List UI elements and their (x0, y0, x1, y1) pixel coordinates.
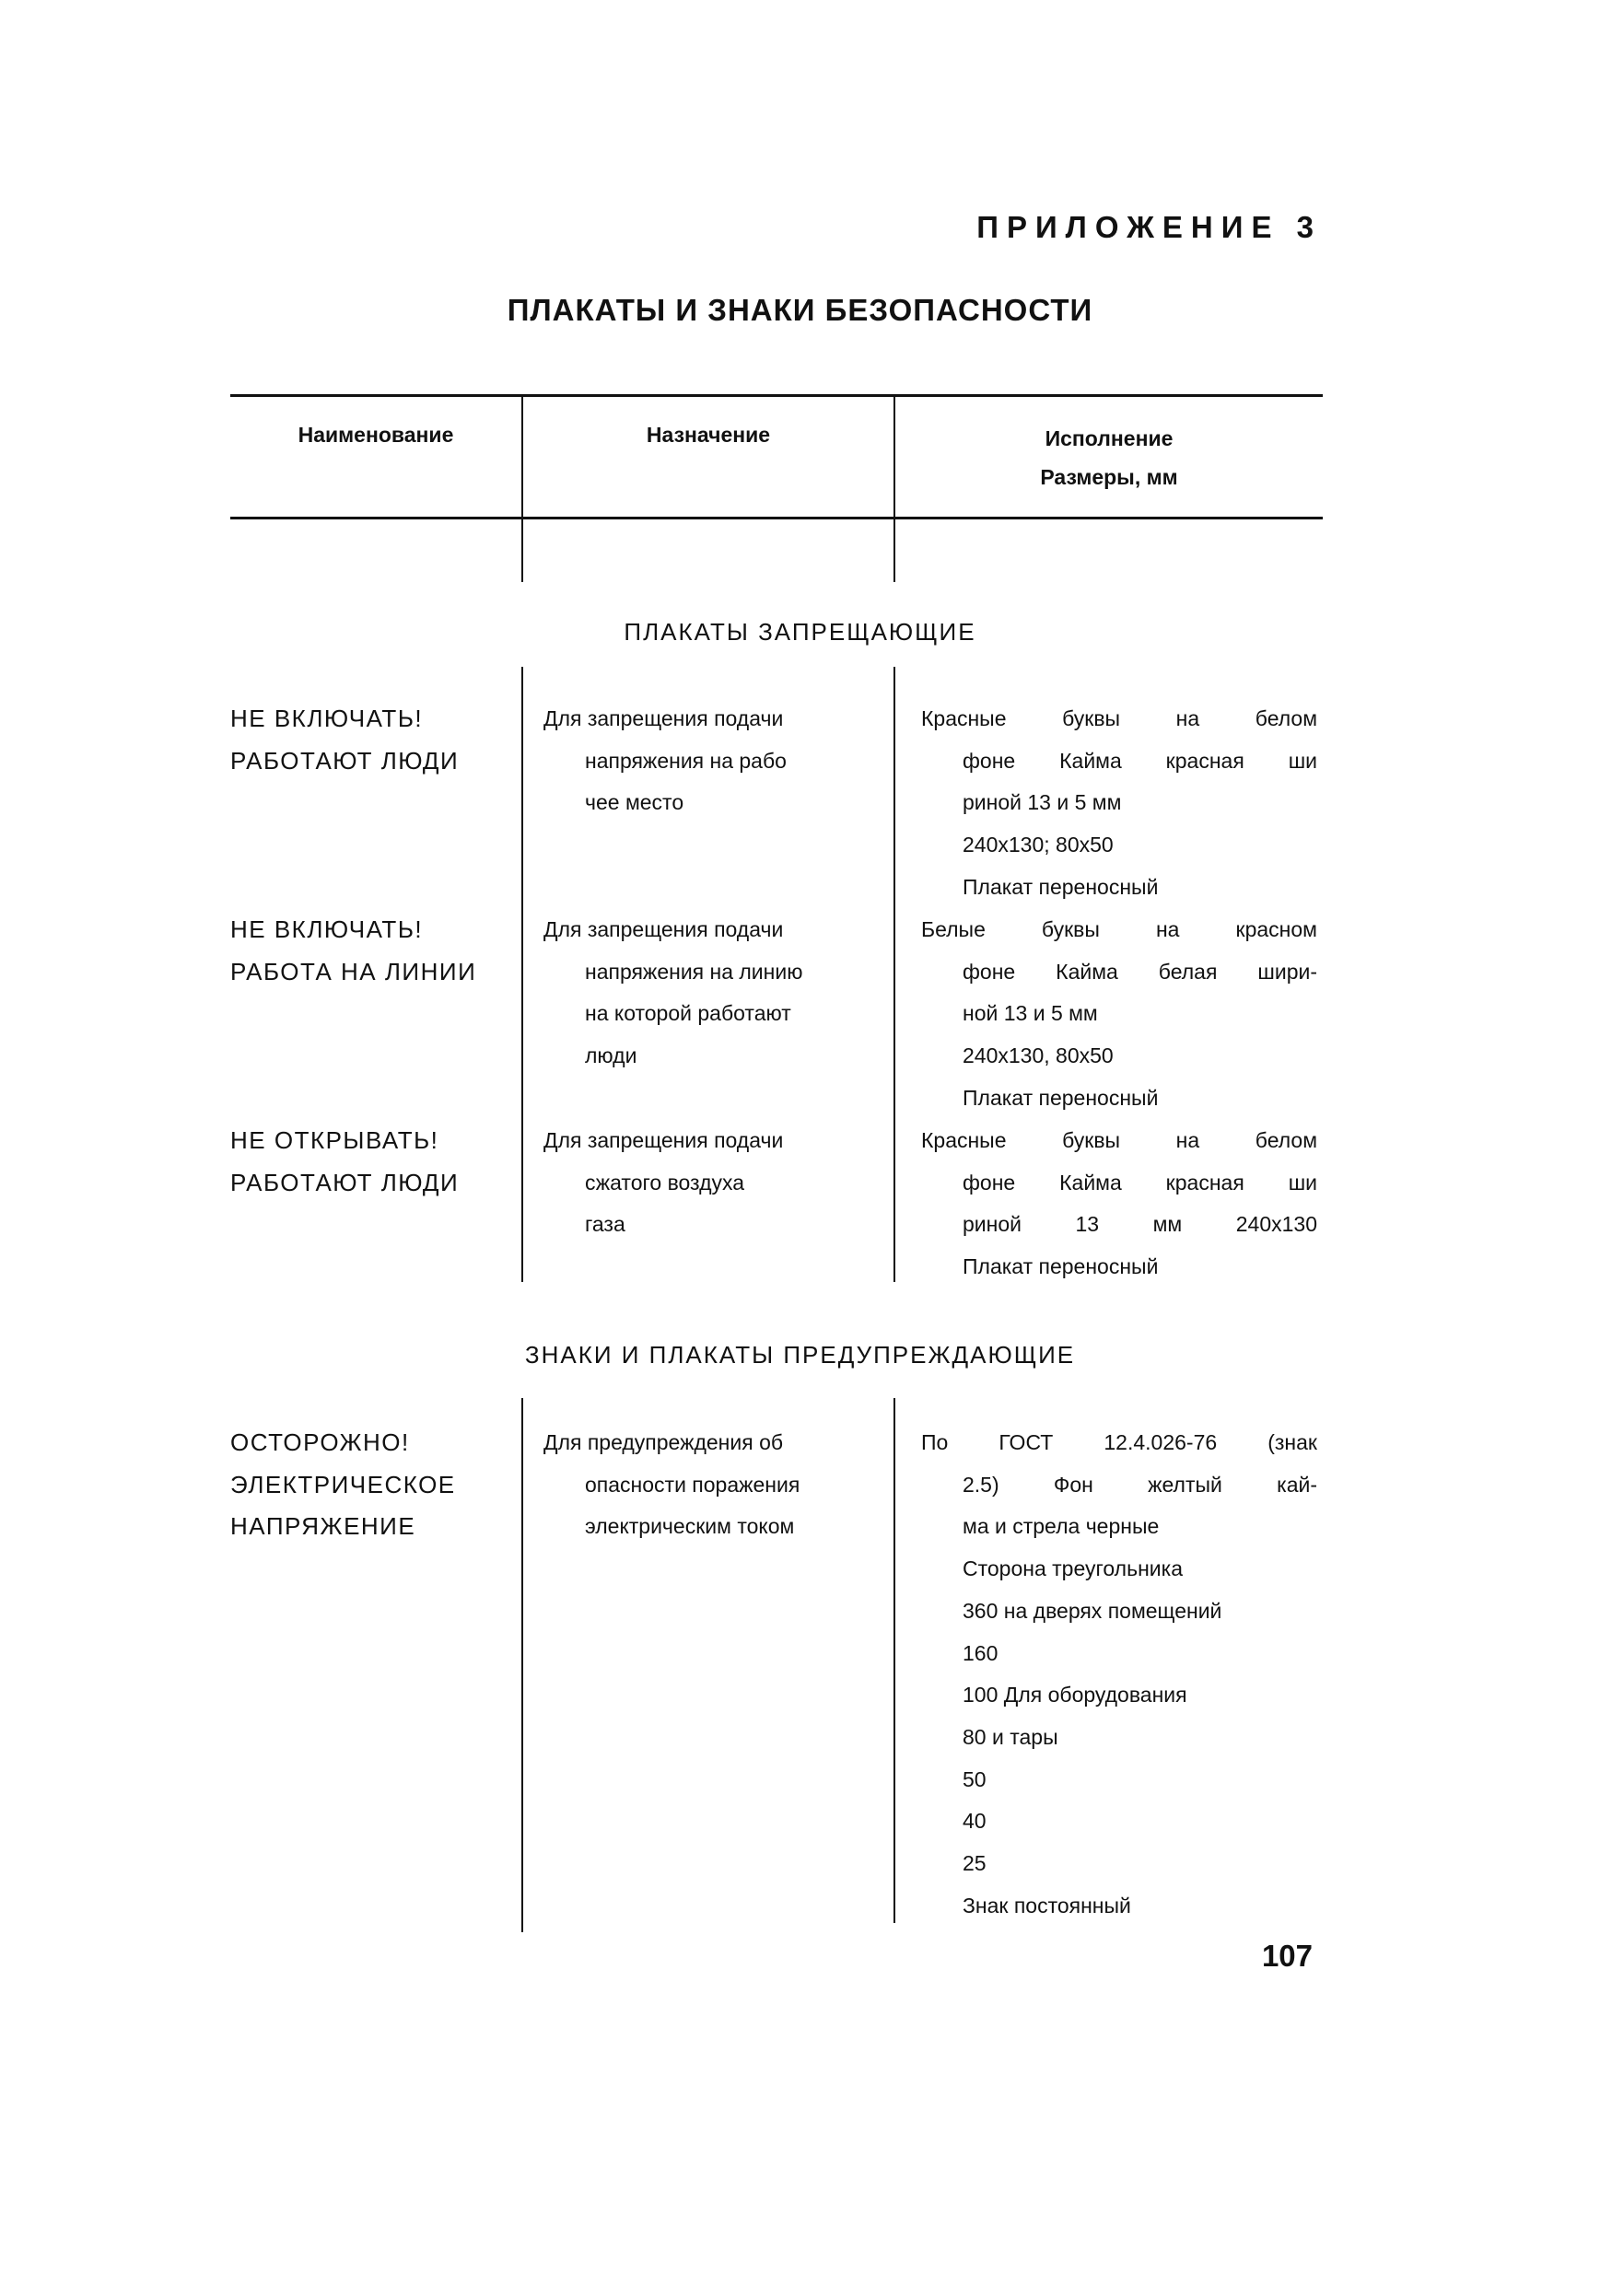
table-row-name (230, 1120, 459, 1204)
purpose-line: Для запрещения подачи (543, 1128, 784, 1152)
spec-line: 240x130, 80x50 (963, 1043, 1114, 1068)
spec-line: Белые буквы на красном (921, 917, 1317, 941)
spec-line: 160 (963, 1640, 999, 1665)
section-heading: ЗНАКИ И ПЛАКАТЫ ПРЕДУПРЕЖДАЮЩИЕ (524, 1341, 1076, 1369)
spec-line: Знак постоянный (963, 1893, 1131, 1917)
spec-line: 2.5) Фон желтый кай- (963, 1472, 1317, 1497)
purpose-line: Для предупреждения об (543, 1430, 784, 1454)
name-line: НАПРЯЖЕНИЕ (230, 1512, 416, 1541)
spec-line: Плакат переносный (963, 1254, 1159, 1279)
spec-line: риной 13 мм 240x130 (963, 1212, 1317, 1237)
spec-line: 25 (963, 1851, 987, 1876)
page-title: ПЛАКАТЫ И ЗНАКИ БЕЗОПАСНОСТИ (507, 293, 1093, 327)
table-row-name (230, 909, 476, 993)
spec-line: 100 Для оборудования (963, 1683, 1187, 1707)
spec-line: По ГОСТ 12.4.026-76 (знак (921, 1430, 1317, 1454)
spec-line: 40 (963, 1809, 987, 1834)
name-line: РАБОТА НА ЛИНИИ (230, 957, 477, 985)
name-line: НЕ ВКЛЮЧАТЬ! (230, 705, 424, 732)
name-line: ЭЛЕКТРИЧЕСКОЕ (230, 1470, 456, 1498)
spec-line: риной 13 и 5 мм (963, 790, 1122, 815)
section-heading: ПЛАКАТЫ ЗАПРЕЩАЮЩИЕ (624, 618, 976, 646)
column-divider (521, 667, 523, 1282)
table-top-rule (230, 394, 1323, 397)
column-divider (893, 1398, 895, 1923)
spec-line: Плакат переносный (963, 1085, 1159, 1110)
appendix-label: ПРИЛОЖЕНИЕ 3 (976, 210, 1322, 244)
table-row-spec (921, 698, 1317, 909)
column-header-name: Наименование (298, 423, 454, 447)
purpose-line: чее место (585, 790, 684, 815)
column-header-purpose: Назначение (646, 423, 771, 447)
spec-line: Плакат переносный (963, 874, 1159, 899)
column-divider (893, 667, 895, 1282)
spec-line: фоне Кайма красная ши (963, 1170, 1317, 1195)
table-row-purpose (543, 698, 787, 824)
purpose-line: Для запрещения подачи (543, 917, 784, 941)
column-header-spec-line: Исполнение (1045, 426, 1174, 450)
table-row-purpose (543, 1120, 783, 1246)
table-row-purpose (543, 1422, 800, 1548)
purpose-line: электрическим током (585, 1514, 795, 1539)
name-line: РАБОТАЮТ ЛЮДИ (230, 746, 460, 775)
page-number: 107 (1261, 1939, 1313, 1973)
name-line: РАБОТАЮТ ЛЮДИ (230, 1168, 460, 1196)
purpose-line: опасности поражения (585, 1472, 800, 1497)
table-row-purpose (543, 909, 802, 1078)
table-row-name (230, 698, 459, 782)
table-row-name (230, 1422, 456, 1548)
spec-line: 360 на дверях помещений (963, 1598, 1222, 1623)
purpose-line: Для запрещения подачи (543, 706, 784, 730)
name-line: НЕ ОТКРЫВАТЬ! (230, 1126, 439, 1154)
spec-line: 240x130; 80x50 (963, 833, 1114, 857)
table-row-spec (921, 1120, 1317, 1288)
purpose-line: напряжения на рабо (585, 748, 787, 773)
spec-line: Красные буквы на белом (921, 1128, 1317, 1152)
spec-line: ной 13 и 5 мм (963, 1001, 1098, 1026)
name-line: ОСТОРОЖНО! (230, 1428, 410, 1456)
spec-line: фоне Кайма белая шири- (963, 959, 1317, 984)
table-row-spec (921, 1422, 1317, 1927)
purpose-line: сжатого воздуха (585, 1170, 745, 1195)
purpose-line: люди (585, 1043, 637, 1068)
spec-line: Красные буквы на белом (921, 706, 1317, 730)
column-divider (521, 1398, 523, 1932)
purpose-line: на которой работают (585, 1001, 791, 1026)
spec-line: Сторона треугольника (963, 1556, 1183, 1581)
purpose-line: напряжения на линию (585, 959, 803, 984)
spec-line: фоне Кайма красная ши (963, 748, 1317, 773)
column-header-spec-line: Размеры, мм (1040, 465, 1178, 489)
purpose-line: газа (585, 1212, 625, 1237)
header-bottom-rule (230, 517, 1323, 519)
spec-line: 50 (963, 1766, 987, 1791)
name-line: НЕ ВКЛЮЧАТЬ! (230, 915, 424, 943)
spec-line: ма и стрела черные (963, 1514, 1160, 1539)
spec-line: 80 и тары (963, 1724, 1058, 1749)
table-row-spec (921, 909, 1317, 1120)
